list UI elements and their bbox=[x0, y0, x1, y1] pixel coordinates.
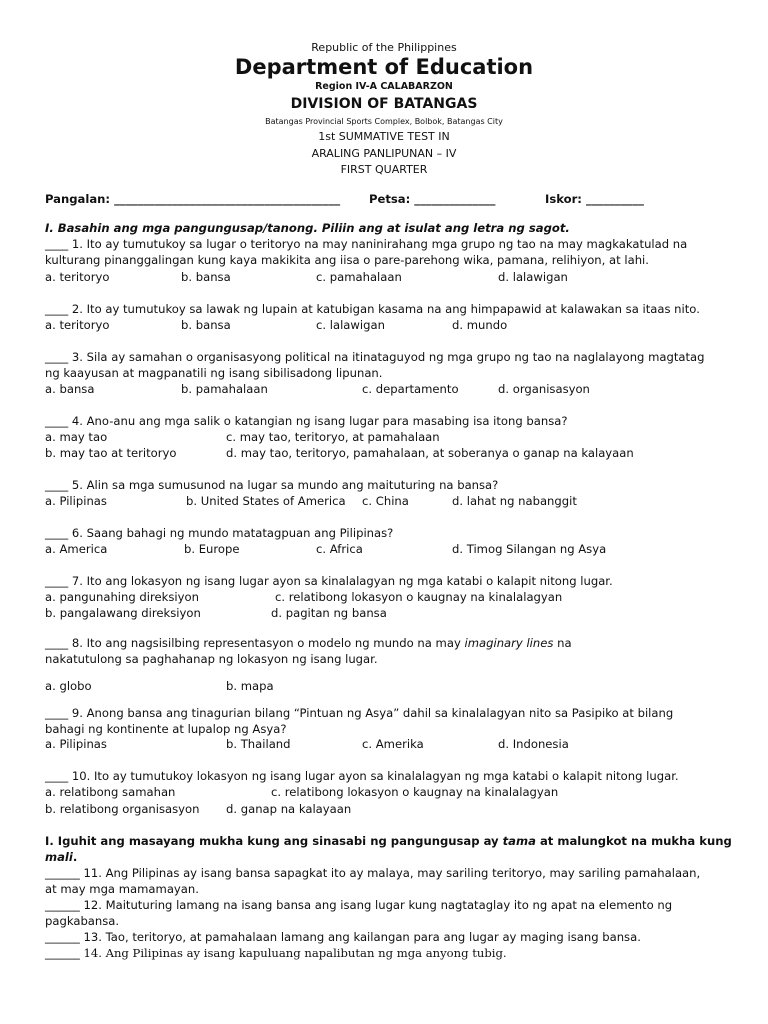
part1-instruction: I. Basahin ang mga pangungusap/tanong. Piliin ang at isulat ang letra ng sagot. bbox=[45, 221, 570, 235]
question-8-line-2: nakatutulong sa paghahanap ng lokasyon ng isang lugar. bbox=[45, 652, 378, 666]
q4-choice-c: c. may tao, teritoryo, at pamahalaan bbox=[226, 430, 440, 444]
q3-choice-a: a. bansa bbox=[45, 382, 95, 396]
question-14-text: 14. Ang Pilipinas ay isang kapuluang napalibutan ng mga anyong tubig. bbox=[83, 946, 507, 960]
division-address: Batangas Provincial Sports Complex, Bolbok, Batangas City bbox=[265, 117, 503, 126]
q1-choice-a: a. teritoryo bbox=[45, 270, 110, 284]
q10-choice-b: b. relatibong organisasyon bbox=[45, 802, 200, 816]
q9-choice-a: a. Pilipinas bbox=[45, 737, 107, 751]
q6-choice-d: d. Timog Silangan ng Asya bbox=[452, 542, 607, 556]
question-8-text-start: ____ 8. Ito ang nagsisilbing representasyon o modelo ng mundo na may bbox=[45, 636, 465, 650]
region-heading: Region IV-A CALABARZON bbox=[315, 81, 453, 92]
q1-choice-b: b. bansa bbox=[181, 270, 231, 284]
q5-choice-a: a. Pilipinas bbox=[45, 494, 107, 508]
question-14-blank: ______ bbox=[45, 946, 84, 960]
question-2-line-1: ____ 2. Ito ay tumutukoy sa lawak ng lupain at katubigan kasama na ang himpapawid at kalawakan sa itaas nito. bbox=[45, 302, 700, 316]
q4-choice-b: b. may tao at teritoryo bbox=[45, 446, 177, 460]
q4-choice-a: a. may tao bbox=[45, 430, 108, 444]
q7-choice-d: d. pagitan ng bansa bbox=[271, 606, 387, 620]
question-8-line-1 bbox=[45, 636, 572, 651]
q10-choice-c: c. relatibong lokasyon o kaugnay na kinalalagyan bbox=[271, 785, 559, 799]
question-7-line-1: ____ 7. Ito ang lokasyon ng isang lugar ayon sa kinalalagyan ng mga katabi o kalapit nitong lugar. bbox=[45, 574, 613, 588]
division-heading: DIVISION OF BATANGAS bbox=[290, 96, 478, 112]
question-9-line-2: bahagi ng kontinente at lupalop ng Asya? bbox=[45, 722, 287, 736]
question-4-line-1: ____ 4. Ano-anu ang mga salik o katangian ng isang lugar para masabing isa itong bansa? bbox=[45, 414, 568, 428]
q9-choice-d: d. Indonesia bbox=[498, 737, 569, 751]
part2-instruction-line-2 bbox=[45, 850, 77, 865]
question-8-italic-term: imaginary lines bbox=[464, 636, 554, 650]
question-12-line-1: ______ 12. Maituturing lamang na isang bansa ang isang lugar kung nagtataglay ito ng apat na elemento ng bbox=[45, 898, 673, 912]
part2-instruction-tama: tama bbox=[502, 834, 536, 848]
q7-choice-a: a. pangunahing direksiyon bbox=[45, 590, 199, 604]
q10-choice-d: d. ganap na kalayaan bbox=[226, 802, 352, 816]
part2-instruction-mid: at malungkot na mukha kung bbox=[535, 834, 732, 848]
question-3-line-2: ng kaayusan at magpanatili ng isang sibilisadong lipunan. bbox=[45, 366, 383, 380]
question-13-line-1: ______ 13. Tao, teritoryo, at pamahalaan lamang ang kailangan para ang lugar ay maging isang bansa. bbox=[45, 930, 641, 944]
q5-choice-c: c. China bbox=[362, 494, 409, 508]
question-9-line-1: ____ 9. Anong bansa ang tinagurian bilang “Pintuan ng Asya” dahil sa kinalalagyan nito sa Pasipiko at bilang bbox=[45, 706, 674, 720]
part2-instruction-period: . bbox=[72, 850, 78, 864]
q9-choice-b: b. Thailand bbox=[226, 737, 291, 751]
part2-instruction-line-1 bbox=[45, 834, 732, 849]
q5-choice-d: d. lahat ng nabanggit bbox=[452, 494, 577, 508]
q6-choice-a: a. America bbox=[45, 542, 108, 556]
question-14-line-1 bbox=[45, 946, 507, 961]
q10-choice-a: a. relatibong samahan bbox=[45, 785, 176, 799]
question-8-text-end: na bbox=[553, 636, 572, 650]
q1-choice-c: c. pamahalaan bbox=[316, 270, 402, 284]
question-5-line-1: ____ 5. Alin sa mga sumusunod na lugar sa mundo ang maituturing na bansa? bbox=[45, 478, 499, 492]
question-12-line-2: pagkabansa. bbox=[45, 914, 120, 928]
q4-choice-d: d. may tao, teritoryo, pamahalaan, at soberanya o ganap na kalayaan bbox=[226, 446, 634, 460]
republic-heading: Republic of the Philippines bbox=[311, 41, 457, 54]
q5-choice-b: b. United States of America bbox=[186, 494, 346, 508]
q7-choice-c: c. relatibong lokasyon o kaugnay na kinalalagyan bbox=[275, 590, 563, 604]
question-11-line-1: ______ 11. Ang Pilipinas ay isang bansa sapagkat ito ay malaya, may sariling teritoryo, may sariling pamahalaan, bbox=[45, 866, 701, 880]
q2-choice-c: c. lalawigan bbox=[316, 318, 385, 332]
q3-choice-d: d. organisasyon bbox=[498, 382, 590, 396]
subject-title: ARALING PANLIPUNAN – IV bbox=[311, 147, 457, 160]
test-title: 1st SUMMATIVE TEST IN bbox=[318, 130, 450, 143]
q8-choice-b: b. mapa bbox=[226, 679, 274, 693]
q1-choice-d: d. lalawigan bbox=[498, 270, 568, 284]
q6-choice-b: b. Europe bbox=[184, 542, 240, 556]
question-10-line-1: ____ 10. Ito ay tumutukoy lokasyon ng isang lugar ayon sa kinalalagyan ng mga katabi o kalapit nitong lugar. bbox=[45, 769, 679, 783]
q8-choice-a: a. globo bbox=[45, 679, 92, 693]
q7-choice-b: b. pangalawang direksiyon bbox=[45, 606, 201, 620]
part2-instruction-mali: mali bbox=[45, 850, 73, 864]
question-3-line-1: ____ 3. Sila ay samahan o organisasyong political na itinataguyod ng mga grupo ng tao na naglalayong magtatag bbox=[45, 350, 705, 364]
date-field[interactable]: Petsa: ______________ bbox=[369, 192, 496, 206]
question-1-line-2: kulturang pinanggalingan kung kaya makikita ang iisa o pare-parehong wika, pamana, relihiyon, at lahi. bbox=[45, 253, 649, 267]
q3-choice-b: b. pamahalaan bbox=[181, 382, 268, 396]
q9-choice-c: c. Amerika bbox=[362, 737, 424, 751]
question-6-line-1: ____ 6. Saang bahagi ng mundo matatagpuan ang Pilipinas? bbox=[45, 526, 394, 540]
quarter-title: FIRST QUARTER bbox=[340, 163, 428, 176]
q2-choice-b: b. bansa bbox=[181, 318, 231, 332]
q2-choice-d: d. mundo bbox=[452, 318, 508, 332]
question-11-line-2: at may mga mamamayan. bbox=[45, 882, 199, 896]
q3-choice-c: c. departamento bbox=[362, 382, 459, 396]
q6-choice-c: c. Africa bbox=[316, 542, 363, 556]
question-1-line-1: ____ 1. Ito ay tumutukoy sa lugar o teritoryo na may naninirahang mga grupo ng tao na may magkakatulad na bbox=[45, 237, 688, 251]
score-field[interactable]: Iskor: __________ bbox=[545, 192, 644, 206]
part2-instruction-start: I. Iguhit ang masayang mukha kung ang sinasabi ng pangungusap ay bbox=[45, 834, 503, 848]
q2-choice-a: a. teritoryo bbox=[45, 318, 110, 332]
name-field[interactable]: Pangalan: _______________________________________ bbox=[45, 192, 341, 206]
department-title: Department of Education bbox=[234, 55, 534, 79]
